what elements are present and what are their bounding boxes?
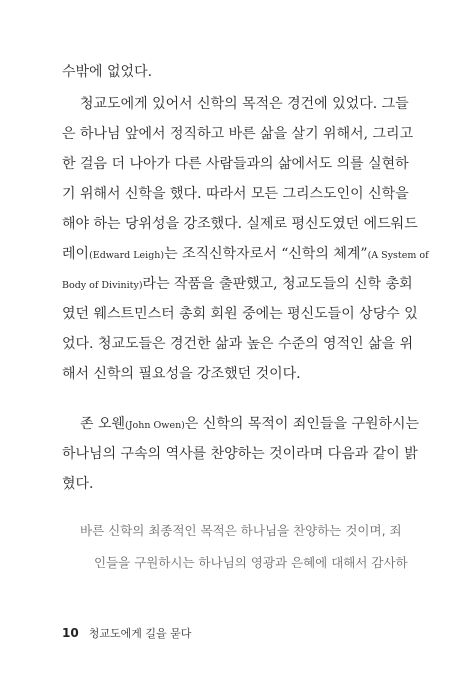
text-line: 하나님의 구속의 역사를 찬양하는 것이라며 다음과 같이 밝 [62, 446, 418, 462]
text-line: 해야 하는 당위성을 강조했다. 실제로 평신도였던 에드워드 [62, 216, 418, 232]
text-segment: 는 조직신학자로서 “신학의 체계” [164, 246, 368, 262]
page-number: 10 [62, 626, 79, 640]
text-line: 은 하나님 앞에서 정직하고 바른 삶을 살기 위해서, 그리고 [62, 126, 414, 142]
text-line: 기 위해서 신학을 했다. 따라서 모든 그리스도인이 신학을 [62, 186, 409, 202]
text-line: 었다. 청교도들은 경건한 삶과 높은 수준의 영적인 삶을 위 [62, 336, 414, 352]
page-footer [62, 625, 191, 641]
text-line [62, 274, 413, 296]
text-line: 혔다. [62, 476, 94, 492]
text-segment: 레이 [62, 246, 90, 262]
text-segment: 존 오웬 [80, 416, 126, 432]
text-segment: 은 신학의 목적이 죄인들을 구원하시는 [184, 416, 420, 432]
text-line: 청교도에게 있어서 신학의 목적은 경건에 있었다. 그들 [80, 96, 409, 112]
text-line: 수밖에 없었다. [62, 64, 153, 80]
text-segment: 라는 작품을 출판했고, 청교도들의 신학 총회 [142, 276, 413, 292]
text-segment: (A System of [367, 250, 429, 261]
text-segment: Body of Divinity) [62, 280, 143, 291]
quote-line: 바른 신학의 최종적인 목적은 하나님을 찬양하는 것이며, 죄 [80, 523, 402, 538]
text-line [80, 414, 419, 436]
text-line: 였던 웨스트민스터 총회 회원 중에는 평신도들이 상당수 있 [62, 306, 418, 322]
text-line: 한 걸음 더 나아가 다른 사람들과의 삶에서도 의를 실현하 [62, 156, 409, 172]
text-line: 해서 신학의 필요성을 강조했던 것이다. [62, 366, 301, 382]
text-segment: (Edward Leigh) [89, 250, 165, 261]
running-title: 청교도에게 길을 묻다 [88, 627, 192, 640]
quote-line: 인들을 구원하시는 하나님의 영광과 은혜에 대해서 감사하 [94, 555, 408, 570]
text-segment: (John Owen) [125, 420, 185, 431]
text-line [62, 244, 429, 266]
